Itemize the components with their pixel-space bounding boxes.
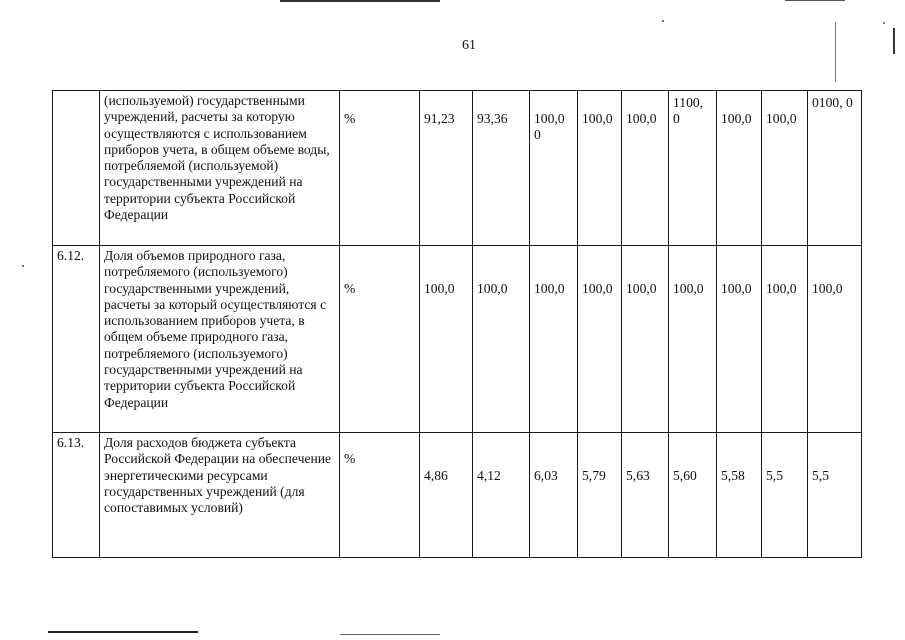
value-cell: 5,5 [808,433,862,558]
value-cell: 100,0 [578,246,622,433]
value-cell: 5,5 [762,433,808,558]
footnote-rule [48,631,198,633]
scan-speck [662,20,664,22]
value-cell: 91,23 [420,91,473,246]
value-cell: 93,36 [473,91,530,246]
table-row [53,246,862,433]
value-cell [669,91,717,246]
value-cell [530,91,578,246]
value-cell: 100,0 [808,246,862,433]
scan-artifact-side [835,22,836,82]
value-cell: 4,12 [473,433,530,558]
value-cell: 100,0 [669,246,717,433]
unit-cell: % [340,433,420,558]
value-cell: 100,0 [717,246,762,433]
value-cell: 100,0 [530,246,578,433]
value-cell: 100,0 [762,246,808,433]
indicator-name: Доля объемов природного газа, потребляемого (используемого) государственными учреждений, расчеты за который осуществляются с использованием приборов учета, в общем объеме природного газа, потребляемого (используемого) государственными учреждений на территории субъекта Российской Федерации [100,246,340,433]
value-text: 100,0 0 [534,111,565,143]
scan-artifact-top-right [785,0,845,1]
value-cell: 100,0 [622,246,669,433]
value-cell: 100,0 [622,91,669,246]
scan-speck [22,265,24,267]
scan-speck [883,22,885,24]
scan-artifact-edge [893,28,895,54]
row-number: 6.13. [53,433,100,558]
unit-cell: % [340,246,420,433]
value-text: 1100, 0 [673,95,704,127]
value-cell: 6,03 [530,433,578,558]
row-number: 6.12. [53,246,100,433]
indicators-table [52,90,862,558]
scan-artifact-top [280,0,440,2]
value-cell: 100,0 [578,91,622,246]
scan-artifact-bottom [340,634,440,635]
value-cell: 100,0 [420,246,473,433]
value-text: 0100, 0 [812,95,853,110]
value-cell: 100,0 [717,91,762,246]
value-cell: 100,0 [473,246,530,433]
indicator-name: (используемой) государственными учреждений, расчеты за которую осуществляются с использованием приборов учета, в общем объеме воды, потребляемой (используемой) государственными учреждений на территории субъекта Российской Федерации [100,91,340,246]
value-cell: 5,58 [717,433,762,558]
value-cell [808,91,862,246]
value-cell: 5,60 [669,433,717,558]
table-row [53,433,862,558]
value-cell: 5,79 [578,433,622,558]
page-number: 61 [462,38,476,53]
value-cell: 5,63 [622,433,669,558]
indicator-name: Доля расходов бюджета субъекта Российской Федерации на обеспечение энергетическими ресурсами государственных учреждений (для сопоставимых условий) [100,433,340,558]
table-row [53,91,862,246]
value-cell: 100,0 [762,91,808,246]
unit-cell: % [340,91,420,246]
row-number [53,91,100,246]
value-cell: 4,86 [420,433,473,558]
